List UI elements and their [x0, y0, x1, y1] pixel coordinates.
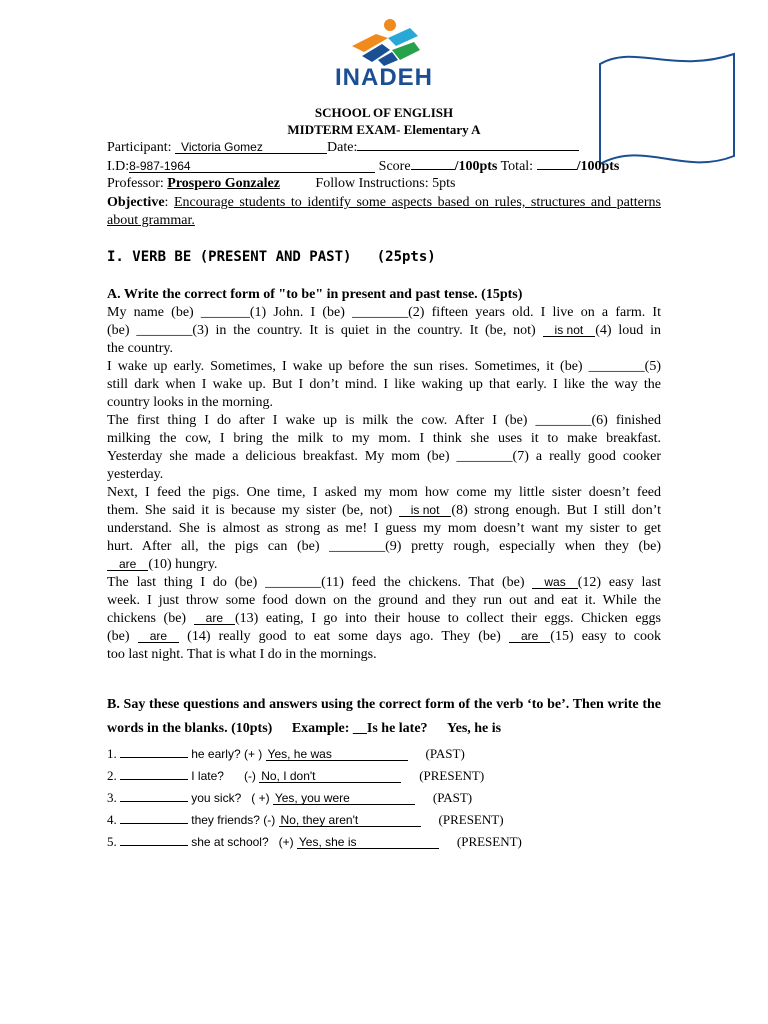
passage-text: Yesterday she made a delicious breakfast. My mom (be) ________(7) a really good cooker — [107, 449, 661, 464]
passage-line — [107, 539, 661, 555]
qa-verb-blank[interactable] — [120, 745, 188, 758]
passage-text: too last night. That is what I do in the mornings. — [107, 647, 377, 662]
answer-blank[interactable]: was — [532, 576, 577, 589]
score-label: Score — [378, 159, 411, 174]
passage-text: hurt. After all, the pigs can (be) ________(9) pretty rough, especially when they (be) — [107, 539, 661, 554]
qa-number: 3. — [107, 790, 117, 805]
passage-text: still dark when I wake up. But I don’t mind. I like waking up that early. I like the way the — [107, 377, 661, 392]
qa-verb-blank[interactable] — [120, 811, 188, 824]
passage-text: (4) loud in — [595, 323, 661, 338]
score-field[interactable] — [411, 157, 455, 170]
qa-item — [107, 767, 484, 784]
inadeh-logo — [318, 16, 450, 92]
passage-line — [107, 647, 661, 663]
qa-question: he early? (+ ) — [191, 747, 263, 761]
answer-blank[interactable]: are — [194, 612, 235, 625]
passage-text: the country. — [107, 341, 173, 356]
id-value[interactable]: 8-987-1964 — [129, 160, 375, 173]
passage-text: (be) — [107, 629, 138, 644]
qa-verb-blank[interactable] — [120, 789, 188, 802]
professor-row — [107, 176, 455, 192]
school-title: SCHOOL OF ENGLISH — [314, 105, 454, 120]
passage-text: (13) eating, I go into their house to collect their eggs. Chicken eggs — [235, 611, 661, 626]
passage-text: understand. She is almost as strong as me! I guess my mom doesn’t want my sister to get — [107, 521, 661, 536]
passage-text: chickens (be) — [107, 611, 194, 626]
passage-line — [107, 413, 661, 429]
passage-line — [107, 629, 661, 645]
passage-line — [107, 467, 661, 483]
passage-line — [107, 503, 661, 519]
logo-text: INADEH — [334, 64, 433, 91]
passage-text: (12) easy last — [577, 575, 661, 590]
passage-text: yesterday. — [107, 467, 164, 482]
id-label: I.D: — [107, 159, 130, 174]
instructions-text: Follow Instructions: 5pts — [315, 176, 456, 191]
passage-line — [107, 593, 661, 609]
passage-line — [107, 431, 661, 447]
qa-question: she at school? (+) — [191, 835, 294, 849]
passage-text: week. I just throw some food down on the ground and they run out and eat it. While the — [107, 593, 661, 608]
objective-text-1: Encourage students to identify some aspects based on rules, structures and patterns — [174, 195, 661, 210]
objective-text-2: about grammar. — [107, 213, 195, 228]
passage-text: milking the cow, I bring the milk to my mom. I think she uses it to make breakfast. — [107, 431, 661, 446]
passage-text: (8) strong enough. But I still don’t — [451, 503, 661, 518]
qa-tense: (PAST) — [425, 746, 465, 761]
answer-blank[interactable]: is not — [399, 504, 452, 517]
section-1-title: I. VERB BE (PRESENT AND PAST) (25pts) — [107, 249, 436, 265]
passage-text: them. She said it is because my sister (be, not) — [107, 503, 399, 518]
passage-text: The last thing I do (be) ________(11) feed the chickens. That (be) — [107, 575, 533, 590]
objective-line-1: Objective: Encourage students to identify some aspects based on rules, structures and patterns — [107, 195, 661, 210]
objective-line-2 — [107, 213, 195, 229]
passage-text: (14) really good to eat some days ago. They (be) — [179, 629, 509, 644]
objective-label: Objective — [107, 195, 165, 210]
qa-answer[interactable]: No, they aren't — [279, 814, 421, 827]
answer-blank[interactable]: are — [509, 630, 550, 643]
qa-tense: (PAST) — [432, 790, 473, 805]
example-answer: Yes, he is — [447, 721, 502, 736]
section-b-title-1: B. Say these questions and answers using the correct form of the verb ‘to be’. Then write the — [107, 697, 661, 712]
logo-figure-icon — [318, 16, 450, 68]
qa-tense: (PRESENT) — [438, 812, 504, 827]
passage-text: Next, I feed the pigs. One time, I asked my mom how come my little sister doesn’t feed — [107, 485, 661, 500]
passage-text: My name (be) _______(1) John. I (be) ________(2) fifteen years old. I live on a farm. It — [107, 305, 661, 320]
participant-value[interactable]: Victoria Gomez — [175, 141, 327, 154]
passage-line — [107, 377, 661, 393]
qa-question: you sick? ( +) — [191, 791, 270, 805]
passage-text: The first thing I do after I wake up is milk the cow. After I (be) ________(6) finished — [107, 413, 661, 428]
passage-line — [107, 359, 661, 375]
exam-title: MIDTERM EXAM- Elementary A — [287, 122, 481, 137]
qa-answer[interactable]: Yes, he was — [266, 748, 408, 761]
passage-line — [107, 575, 661, 591]
qa-item — [107, 833, 522, 850]
qa-number: 4. — [107, 812, 117, 827]
passage-text: (15) easy to cook — [550, 629, 661, 644]
qa-question: I late? (-) — [191, 769, 256, 783]
qa-tense: (PRESENT) — [456, 834, 522, 849]
passage-line — [107, 395, 661, 411]
qa-answer[interactable]: Yes, she is — [297, 836, 439, 849]
answer-blank[interactable]: is not — [543, 324, 596, 337]
total-total: /100pts — [576, 159, 620, 174]
professor-label: Professor: — [107, 176, 164, 191]
answer-blank[interactable]: are — [107, 558, 148, 571]
professor-value: Prospero Gonzalez — [167, 176, 280, 191]
passage-text: (10) hungry. — [148, 557, 218, 572]
qa-number: 1. — [107, 746, 117, 761]
passage-line — [107, 611, 661, 627]
passage-line — [107, 557, 661, 573]
passage-line — [107, 305, 661, 321]
id-row — [107, 157, 619, 175]
passage-text: I wake up early. Sometimes, I wake up before the sun rises. Sometimes, it (be) ________(5) — [107, 359, 661, 374]
date-label: Date: — [327, 140, 358, 155]
qa-number: 5. — [107, 834, 117, 849]
passage-line — [107, 485, 661, 501]
passage-line — [107, 521, 661, 537]
passage-line — [107, 341, 661, 357]
section-b-title-2 — [107, 721, 501, 737]
passage-line — [107, 449, 661, 465]
qa-tense: (PRESENT) — [419, 768, 485, 783]
score-total: /100pts — [454, 159, 498, 174]
qa-verb-blank[interactable] — [120, 833, 188, 846]
participant-row — [107, 138, 579, 156]
date-field[interactable] — [357, 138, 579, 151]
qa-item — [107, 811, 504, 828]
passage-text: country looks in the morning. — [107, 395, 274, 410]
example-label: Example: __Is he late? — [291, 721, 428, 736]
section-a-title: A. Write the correct form of "to be" in present and past tense. (15pts) — [107, 287, 523, 302]
qa-answer[interactable]: No, I don't — [259, 770, 401, 783]
passage-text: (be) ________(3) in the country. It is quiet in the country. It (be, not) — [107, 323, 543, 338]
total-field[interactable] — [537, 157, 577, 170]
qa-item — [107, 745, 465, 762]
section-b-points: words in the blanks. (10pts) — [107, 721, 273, 736]
passage-line — [107, 323, 661, 339]
qa-answer[interactable]: Yes, you were — [273, 792, 415, 805]
qa-item — [107, 789, 472, 806]
qa-number: 2. — [107, 768, 117, 783]
qa-verb-blank[interactable] — [120, 767, 188, 780]
qa-question: they friends? (-) — [191, 813, 276, 827]
answer-blank[interactable]: are — [138, 630, 179, 643]
total-label: Total: — [500, 159, 534, 174]
participant-label: Participant: — [107, 140, 172, 155]
